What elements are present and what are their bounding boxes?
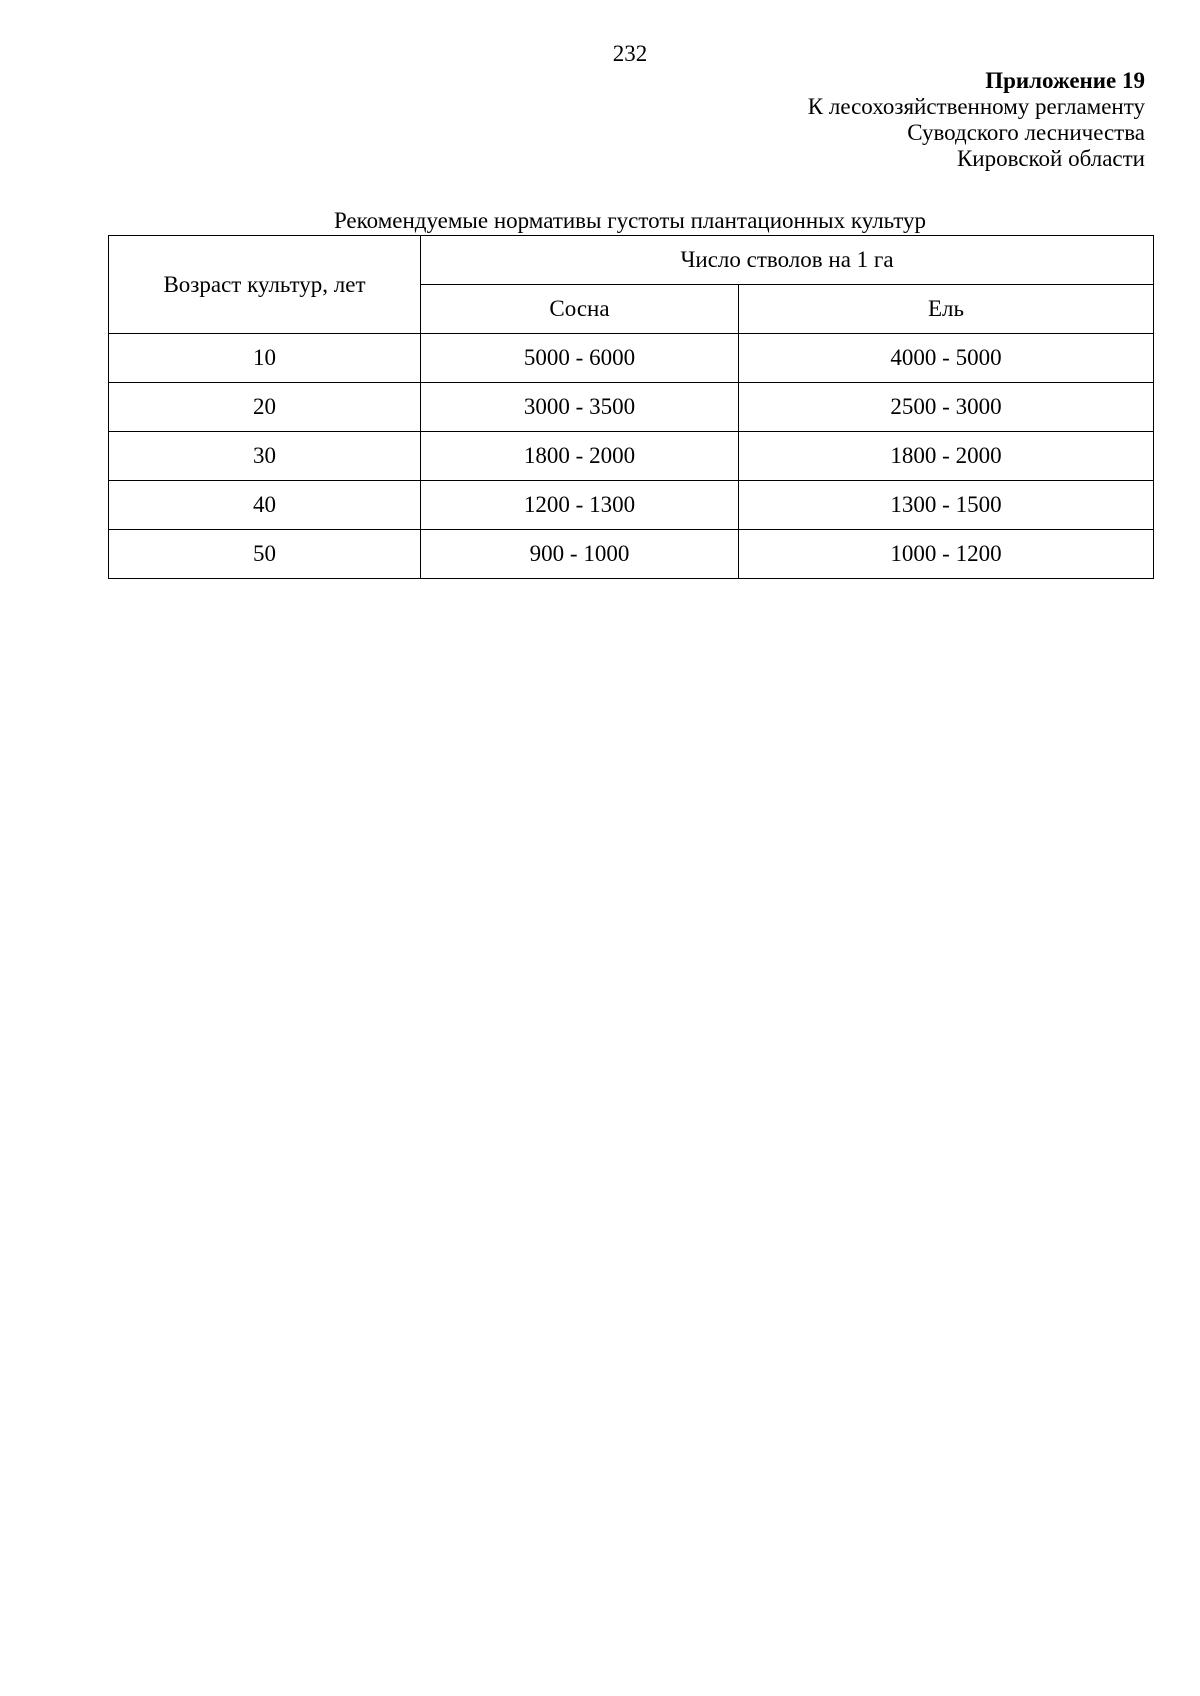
cell-spruce: 1000 - 1200 [739,530,1154,579]
cell-age: 20 [109,383,421,432]
header-spruce: Ель [739,285,1154,334]
appendix-line-3: Кировской области [956,146,1145,171]
cell-age: 50 [109,530,421,579]
cell-age: 10 [109,334,421,383]
cell-spruce: 1800 - 2000 [739,432,1154,481]
table-row [109,383,1154,432]
cell-age: 40 [109,481,421,530]
cell-spruce: 1300 - 1500 [739,481,1154,530]
table-row [109,530,1154,579]
table-row [109,432,1154,481]
table-title: Рекомендуемые нормативы густоты плантационных культур [333,208,927,233]
page-number: 232 [612,41,648,66]
table-row [109,334,1154,383]
cell-age: 30 [109,432,421,481]
cell-pine: 1200 - 1300 [421,481,739,530]
cell-pine: 3000 - 3500 [421,383,739,432]
header-age: Возраст культур, лет [109,236,421,334]
appendix-title: Приложение 19 [985,68,1145,93]
table-header-row [109,236,1154,285]
cell-pine: 5000 - 6000 [421,334,739,383]
appendix-line-2: Суводского лесничества [907,120,1145,145]
cell-pine: 1800 - 2000 [421,432,739,481]
table-row [109,481,1154,530]
header-stems-per-ha: Число стволов на 1 га [421,236,1154,285]
appendix-line-1: К лесохозяйственному регламенту [807,94,1145,119]
cell-spruce: 2500 - 3000 [739,383,1154,432]
cell-pine: 900 - 1000 [421,530,739,579]
header-pine: Сосна [421,285,739,334]
density-table [108,235,1154,579]
cell-spruce: 4000 - 5000 [739,334,1154,383]
appendix-header [808,68,1145,172]
